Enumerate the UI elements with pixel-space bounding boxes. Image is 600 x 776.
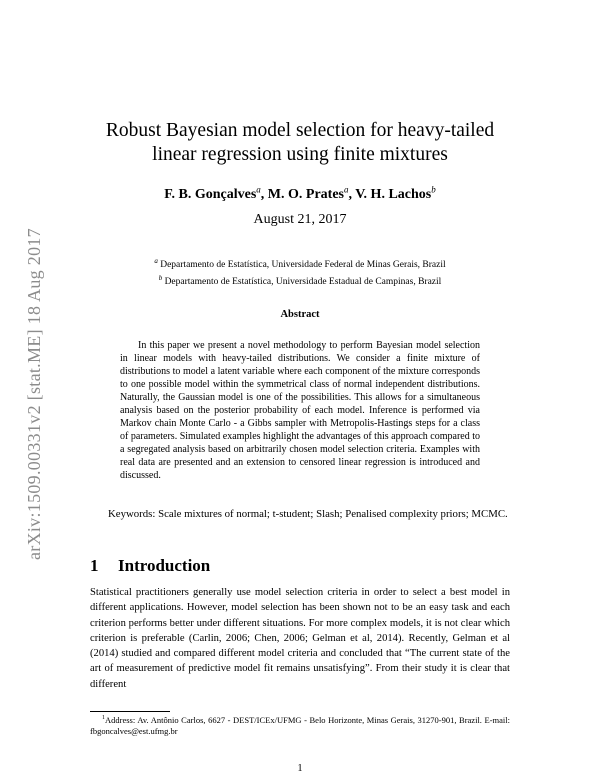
paper-title (90, 119, 510, 167)
section-title: Introduction (118, 556, 211, 575)
title-line: linear regression using finite mixtures (152, 144, 448, 165)
intro-paragraph: Statistical practitioners generally use model selection criteria in order to select a best model in different applications. However, model selection has been shown not to be an easy task and each criterion performs better under different situations. For more complex models, it is not clear which criterion is preferable (Carlin, 2006; Chen, 2006; Gelman et al, 2014). Recently, Gelman et al (2014) studied and compared different model criteria and concluded that “The current state of the art of measurement of predictive model fit remains unsatisfying”. From their study it is clear that different (90, 587, 510, 690)
author: F. B. Gonçalves$^a$, (164, 184, 268, 202)
author: M. O. Prates$^a$, (267, 184, 356, 202)
affiliation: $^a$ Departamento de Estatística, Universidade Federal de Minas Gerais, Brazil (154, 257, 446, 271)
title-line: Robust Bayesian model selection for heavy-tailed (105, 120, 495, 141)
affiliation: $^b$ Departamento de Estatística, Universidade Estadual de Campinas, Brazil (158, 274, 442, 288)
section-heading (90, 556, 210, 576)
abstract-body: In this paper we present a novel methodology to perform Bayesian model selection in linear models with heavy-tailed distributions. We consider a finite mixture of distributions to model a latent variable where each component of the mixture corresponds to one possible model within the symmetrical class of normal independent distributions. Naturally, the Gaussian model is one of the possibilities. This allows for a simultaneous analysis based on the posterior probability of each model. Inference is performed via Markov chain Monte Carlo - a Gibbs sampler with Metropolis-Hastings steps for a class of parameters. Simulated examples highlight the advantages of this approach compared to a segregated analysis based on arbitrarily chosen model selection criteria. Examples with real data are presented and an extension to censored linear regression is introduced and discussed. (120, 340, 480, 481)
page-number: 1 (297, 763, 303, 774)
paper-date: August 21, 2017 (253, 212, 347, 227)
arxiv-identifier: arXiv:1509.00331v2 [stat.ME] 18 Aug 2017 (24, 228, 44, 560)
keywords: Keywords: Scale mixtures of normal; t-student; Slash; Penalised complexity priors; MCMC. (108, 508, 508, 520)
author: V. H. Lachos$^b$ (355, 184, 436, 202)
abstract-heading: Abstract (280, 309, 320, 320)
footnote-rule (90, 711, 170, 712)
footnote: $^1$Address: Av. Antônio Carlos, 6627 - DEST/ICEx/UFMG - Belo Horizonte, Minas Gerais, 31270-901, Brazil. E-mail: fbgoncalves@est.ufmg.br (90, 714, 510, 736)
section-number: 1 (90, 556, 99, 575)
affiliations (90, 255, 510, 289)
author-list (90, 184, 510, 203)
